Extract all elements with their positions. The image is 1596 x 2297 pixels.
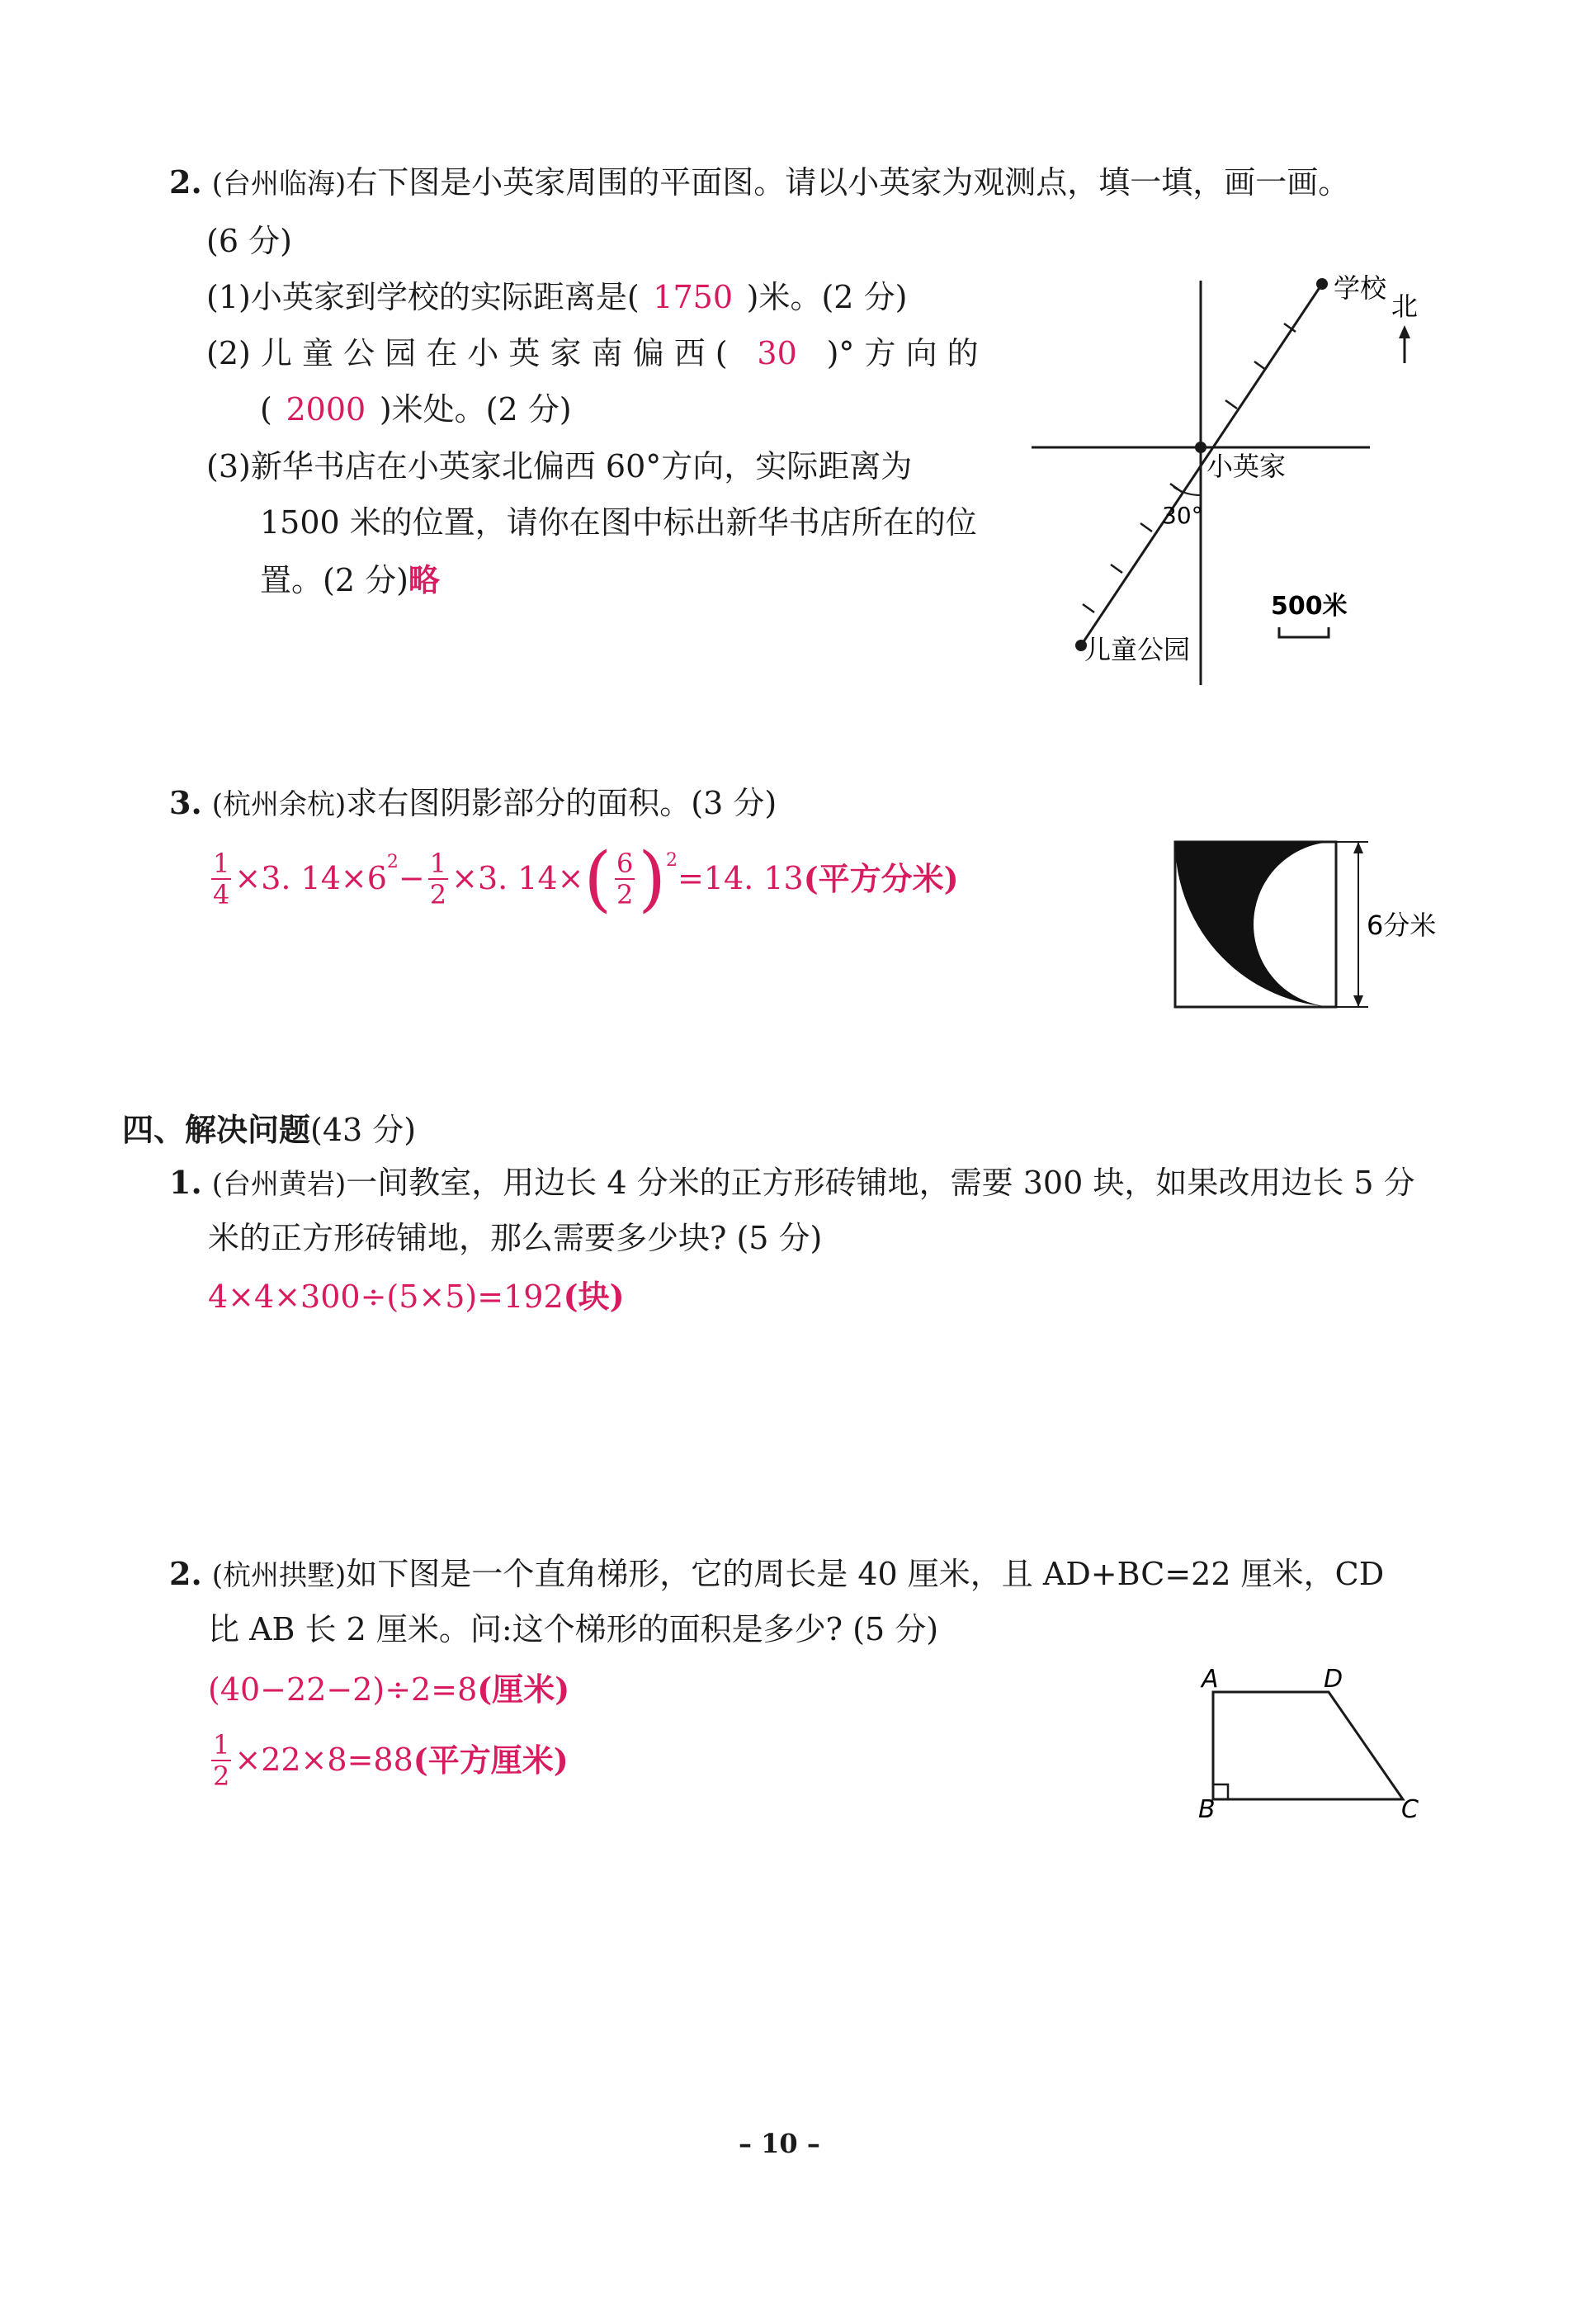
q2-map-diagram: [1023, 264, 1419, 693]
label-a: A: [1202, 1665, 1219, 1694]
q2-sub3-text: 置。(2 分): [260, 562, 408, 598]
q3-shaded-figure: [1172, 834, 1444, 1023]
q3-source: (杭州余杭): [211, 788, 347, 821]
q3-exp2: 2: [665, 850, 678, 871]
s4q1-line2: 米的正方形砖铺地，那么需要多少块? (5 分): [208, 1220, 823, 1256]
q3-exp1: 2: [386, 852, 399, 872]
s4q1-line1: [169, 1164, 1415, 1203]
school-point: [1316, 278, 1328, 290]
q2-text-line1: 右下图是小英家周围的平面图。请以小英家为观测点，填一填，画一画。: [346, 164, 1350, 201]
label-c: C: [1401, 1795, 1419, 1824]
q2-sub1: [206, 279, 907, 317]
q3-text: 求右图阴影部分的面积。(3 分): [346, 785, 777, 821]
s4q1-answer-expr: 4×4×300÷(5×5)=192: [208, 1278, 564, 1315]
map-school-label: 学校: [1334, 272, 1387, 304]
q2-sub3-line3: [260, 561, 440, 600]
s4q1-answer: [208, 1278, 625, 1316]
q2-sub2b-pre: (: [260, 391, 272, 428]
q3-answer: $\frac{1}{4}$ ×3. 14×6 $^2$ − $\frac{1}{2}$ ×3. 14× ( $\frac{6}{2}$ ) $^2$ =14. 13 (平方分米): [213, 838, 959, 920]
s4q1-number: 1.: [169, 1164, 202, 1201]
label-b: B: [1198, 1795, 1216, 1824]
q2-sub1-pre: (1)小英家到学校的实际距离是(: [206, 279, 640, 315]
map-north-label: 北: [1391, 291, 1419, 322]
q3-part3: =14. 13: [677, 860, 804, 897]
q2-sub2b: [260, 391, 572, 429]
q2-sub2-post: )° 方 向 的: [826, 335, 979, 371]
page-number: – 10 –: [739, 2128, 820, 2159]
q2-sub2: [206, 335, 979, 373]
q2-sub3-answer: 略: [408, 561, 440, 598]
q2-sub3-line1: (3)新华书店在小英家北偏西 60°方向，实际距离为: [206, 448, 913, 484]
s4q2-ans2-expr: ×22×8=88: [234, 1742, 413, 1779]
section4-points: (43 分): [310, 1112, 417, 1148]
s4q2-frac: $\frac{1}{2}$: [213, 1729, 230, 1792]
s4q1-source: (台州黄岩): [211, 1168, 347, 1201]
s4q1-answer-unit: (块): [563, 1278, 625, 1315]
s4q2-ans1-expr: (40−22−2)÷2=8: [208, 1671, 478, 1708]
q2-sub3-line2: 1500 米的位置，请你在图中标出新华书店所在的位: [260, 504, 977, 541]
q2-sub2-pre: (2) 儿 童 公 园 在 小 英 家 南 偏 西 (: [206, 335, 728, 371]
label-d: D: [1324, 1665, 1343, 1694]
s4q2-answer2: [208, 1729, 569, 1792]
s4q2-line1: [169, 1555, 1384, 1594]
s4q2-line2: 比 AB 长 2 厘米。问:这个梯形的面积是多少? (5 分): [208, 1611, 939, 1647]
q3-figure-label: 6分米: [1367, 910, 1437, 941]
q3-part2: ×3. 14×: [451, 860, 584, 897]
s4q2-text-line1: 如下图是一个直角梯形，它的周长是 40 厘米，且 AD+BC=22 厘米，CD: [346, 1556, 1385, 1592]
q2-number: 2.: [169, 163, 202, 201]
q3-frac3: $\frac{6}{2}$: [616, 848, 634, 910]
s4q2-trapezoid-figure: [1188, 1659, 1436, 1824]
q3-frac2: $\frac{1}{2}$: [429, 848, 447, 910]
q3-part1: ×3. 14×6: [234, 860, 387, 897]
s4q2-source: (杭州拱墅): [211, 1559, 347, 1592]
q3-frac1: $\frac{1}{4}$: [213, 848, 230, 910]
section4-heading: [122, 1111, 416, 1150]
q3-minus: −: [398, 860, 425, 897]
q2-sub1-post: )米。(2 分): [746, 279, 908, 315]
s4q2-answer1: [208, 1671, 569, 1709]
s4q2-ans1-unit: (厘米): [477, 1671, 570, 1708]
right-angle-mark: [1213, 1784, 1228, 1799]
map-park-label: 儿童公园: [1084, 634, 1191, 665]
home-point: [1195, 442, 1206, 453]
s4q1-text-line1: 一间教室，用边长 4 分米的正方形砖铺地，需要 300 块，如果改用边长 5 分: [346, 1165, 1415, 1201]
q2-line2: (6 分): [206, 223, 292, 259]
s4q2-number: 2.: [169, 1555, 202, 1592]
s4q2-ans2-unit: (平方厘米): [413, 1742, 569, 1779]
section4-title: 四、解决问题: [122, 1111, 311, 1148]
q2-sub1-answer: 1750: [653, 279, 734, 315]
q2-sub2b-post: )米处。(2 分): [379, 391, 572, 428]
q2-sub2-answer: 30: [757, 335, 797, 371]
map-scale-bar: [1279, 627, 1329, 637]
q2-line1: [169, 163, 1349, 202]
map-angle-label: 30°: [1162, 502, 1203, 529]
map-home-label: 小英家: [1206, 451, 1287, 482]
map-scale-label: 500米: [1271, 592, 1348, 621]
q2-source: (台州临海): [211, 168, 347, 201]
q3-number: 3.: [169, 784, 202, 821]
q2-sub2b-answer: 2000: [286, 391, 366, 428]
q3-line1: [169, 784, 777, 823]
q3-unit: (平方分米): [803, 860, 959, 898]
